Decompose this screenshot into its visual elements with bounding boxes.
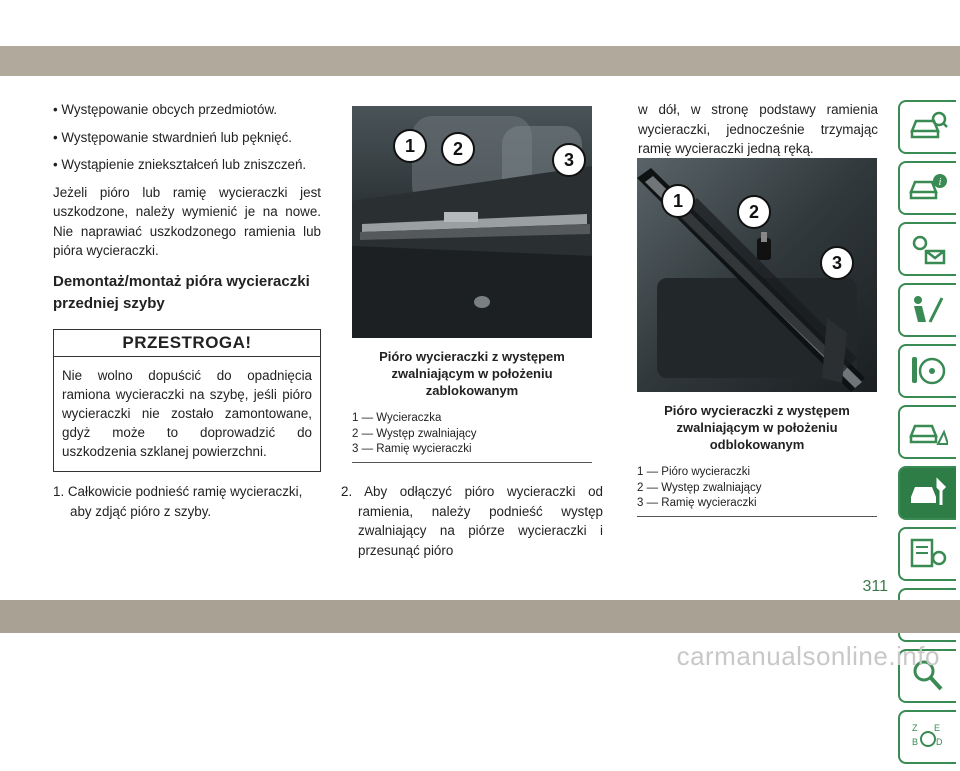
bullet-item: • Występowanie obcych przedmiotów. [53,102,278,117]
step-1: 1. Całkowicie podnieść ramię wycieraczki, aby zdjąć pióro z szyby. [53,484,303,519]
legend-item: 2 — Występ zwalniający [637,481,762,494]
car-search-icon [908,109,948,143]
tab-index[interactable] [898,710,956,764]
step-2: 2. Aby odłączyć pióro wycieraczki od ramienia, należy podnieść występ zwalniający na piórze wycieraczki i przesunąć pióro [341,484,603,558]
page-number: 311 [862,578,888,595]
legend-item: 2 — Występ zwalniający [352,427,477,440]
car-info-icon [908,170,948,204]
section-heading: Demontaż/montaż pióra wycieraczki przedniej szyby [53,272,310,312]
legend-item: 1 — Wycieraczka [352,412,442,424]
airbag-safety-icon [908,292,948,326]
index-abc-icon [908,719,948,753]
figure-caption: Pióro wycieraczki z występem zwalniającym w położeniu zablokowanym [379,349,565,398]
watermark: carmanualsonline.info [676,641,940,671]
figure-legend [637,465,877,517]
figure-unlocked [637,158,877,517]
steering-icon [908,353,948,387]
figure-caption: Pióro wycieraczki z występem zwalniającym w położeniu odblokowanym [664,403,850,452]
caution-box [53,329,321,473]
figure-legend [352,411,592,463]
legend-item: 3 — Ramię wycieraczki [637,497,757,509]
figure-locked [352,106,592,463]
tab-car-info[interactable] [898,161,956,215]
top-margin [0,0,960,46]
bullet-item: • Występowanie stwardnień lub pęknięć. [53,129,293,145]
svg-text:i: i [938,177,942,188]
roadside-warning-icon [908,414,948,448]
svg-text:E: E [934,723,941,733]
tab-car-service[interactable] [898,466,956,520]
car-service-icon [908,475,948,509]
legend-item: 1 — Pióro wycieraczki [637,466,751,478]
body-paragraph: Jeżeli pióro lub ramię wycieraczki jest uszkodzone, należy wymienić je na nowe. Nie naprawiać uszkodzonego ramienia lub pióra wycieraczki. [53,184,321,258]
tab-airbag-safety[interactable] [898,283,956,337]
column-left [53,100,321,529]
legend-item: 3 — Ramię wycieraczki [352,443,472,455]
column-right-text: w dół, w stronę podstawy ramienia wycieraczki, jednocześnie trzymając ramię wycieraczki jedną ręką. [638,102,878,156]
caution-title: PRZESTROGA! [54,330,320,358]
callout-3: 3 [820,246,854,280]
specifications-icon [908,536,948,570]
header-band [0,46,960,76]
svg-text:B: B [912,737,919,747]
tab-roadside-warning[interactable] [898,405,956,459]
bullet-item: • Wystąpienie zniekształceń lub zniszczeń. [53,157,307,172]
callout-3: 3 [552,143,586,177]
photo-wiper-unlocked [637,158,877,392]
callout-1: 1 [393,129,427,163]
tab-warning-lights[interactable] [898,222,956,276]
svg-text:D: D [936,737,943,747]
footer-band [0,600,960,633]
svg-text:Z: Z [912,723,918,733]
warning-lights-icon [908,231,948,265]
tab-car-search[interactable] [898,100,956,154]
callout-2: 2 [737,195,771,229]
tab-steering[interactable] [898,344,956,398]
caution-text: Nie wolno dopuścić do opadnięcia ramiona wycieraczki na szybę, jeśli pióro wycieraczki nie zostało zamontowane, gdyż może to doprowadzić do uszkodzenia szklanej powierzchni. [62,368,312,459]
column-middle-text [341,482,603,560]
callout-2: 2 [441,132,475,166]
tab-specifications[interactable] [898,527,956,581]
photo-wiper-locked [352,106,592,338]
callout-1: 1 [661,184,695,218]
